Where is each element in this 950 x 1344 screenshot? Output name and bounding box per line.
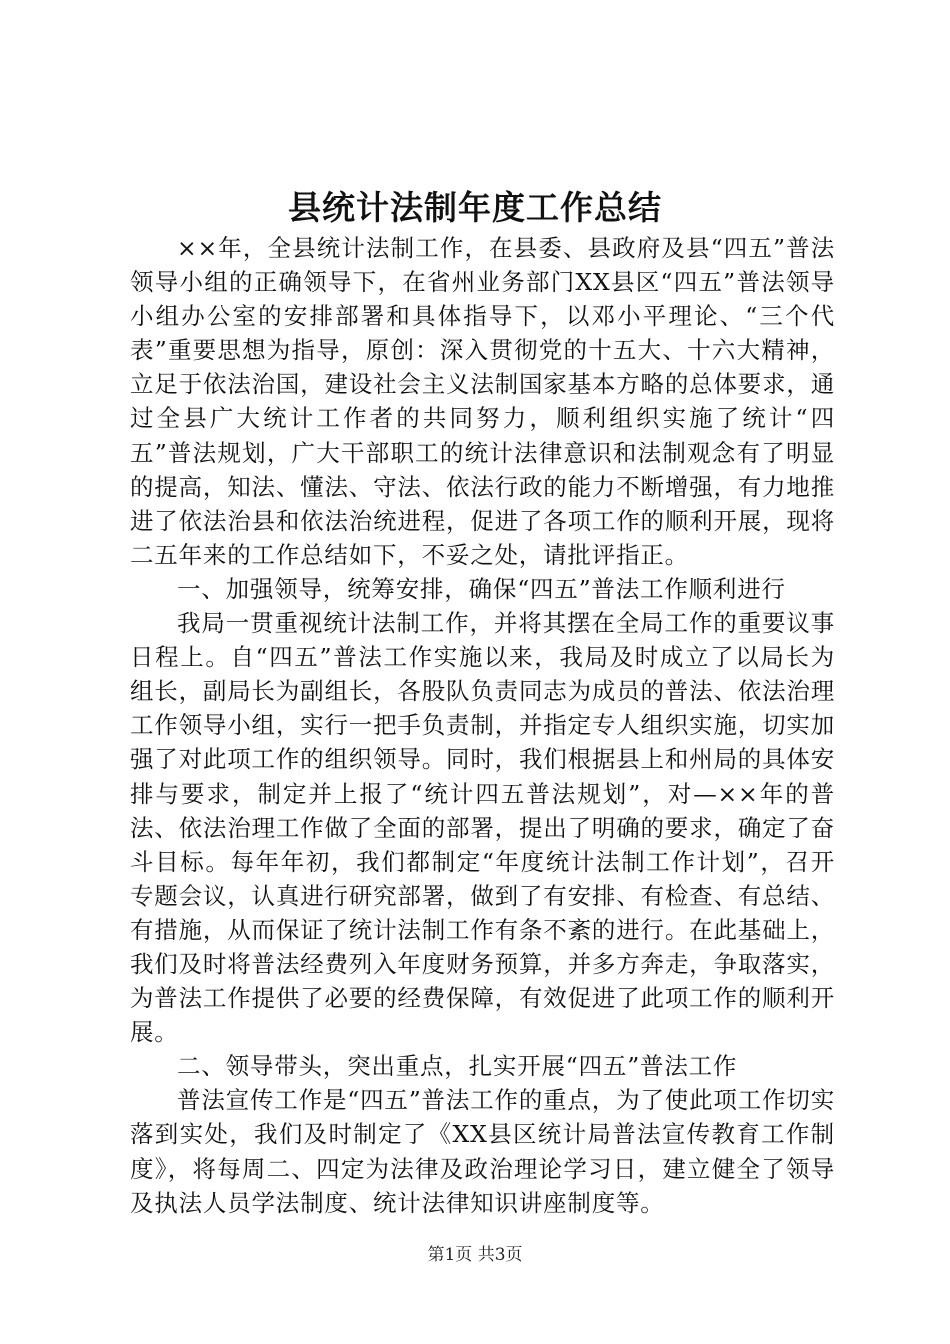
page-footer: 第1页 共3页 (427, 1245, 523, 1265)
paragraph-section-1: 我局一贯重视统计法制工作，并将其摆在全局工作的重要议事日程上。自“四五”普法工作实施以来，我局及时成立了以局长为组长，副局长为副组长，各股队负责同志为成员的普法、依法治理工作领导小组，实行一把手负责制，并指定专人组织实施，切实加强了对此项工作的组织领导。同时，我们根据县上和州局的具体安排与要求，制定并上报了“统计四五普法规划”，对—××年的普法、依法治理工作做了全面的部署，提出了明确的要求，确定了奋斗目标。每年年初，我们都制定“年度统计法制工作计划”，召开专题会议，认真进行研究部署，做到了有安排、有检查、有总结、有措施，从而保证了统计法制工作有条不紊的进行。在此基础上，我们及时将普法经费列入年度财务预算，并多方奔走，争取落实，为普法工作提供了必要的经费保障，有效促进了此项工作的顺利开展。 (130, 609, 835, 1047)
document-body (130, 231, 835, 1220)
paragraph-intro: ××年，全县统计法制工作，在县委、县政府及县“四五”普法领导小组的正确领导下，在省州业务部门XX县区“四五”普法领导小组办公室的安排部署和具体指导下，以邓小平理论、“三个代表”重要思想为指导，原创：深入贯彻党的十五大、十六大精神，立足于依法治国，建设社会主义法制国家基本方略的总体要求，通过全县广大统计工作者的共同努力，顺利组织实施了统计“四五”普法规划，广大干部职工的统计法律意识和法制观念有了明显的提高，知法、懂法、守法、依法行政的能力不断增强，有力地推进了依法治县和依法治统进程，促进了各项工作的顺利开展，现将二五年来的工作总结如下，不妥之处，请批评指正。 (130, 234, 835, 569)
document-title: 县统计法制年度工作总结 (288, 188, 662, 227)
section-heading-1: 一、加强领导，统筹安排，确保“四五”普法工作顺利进行 (177, 574, 786, 603)
section-heading-2: 二、领导带头，突出重点，扎实开展“四五”普法工作 (177, 1052, 738, 1081)
paragraph-section-2: 普法宣传工作是“四五”普法工作的重点，为了使此项工作切实落到实处，我们及时制定了《XX县区统计局普法宣传教育工作制度》，将每周二、四定为法律及政治理论学习日，建立健全了领导及执法人员学法制度、统计法律知识讲座制度等。 (130, 1086, 835, 1217)
